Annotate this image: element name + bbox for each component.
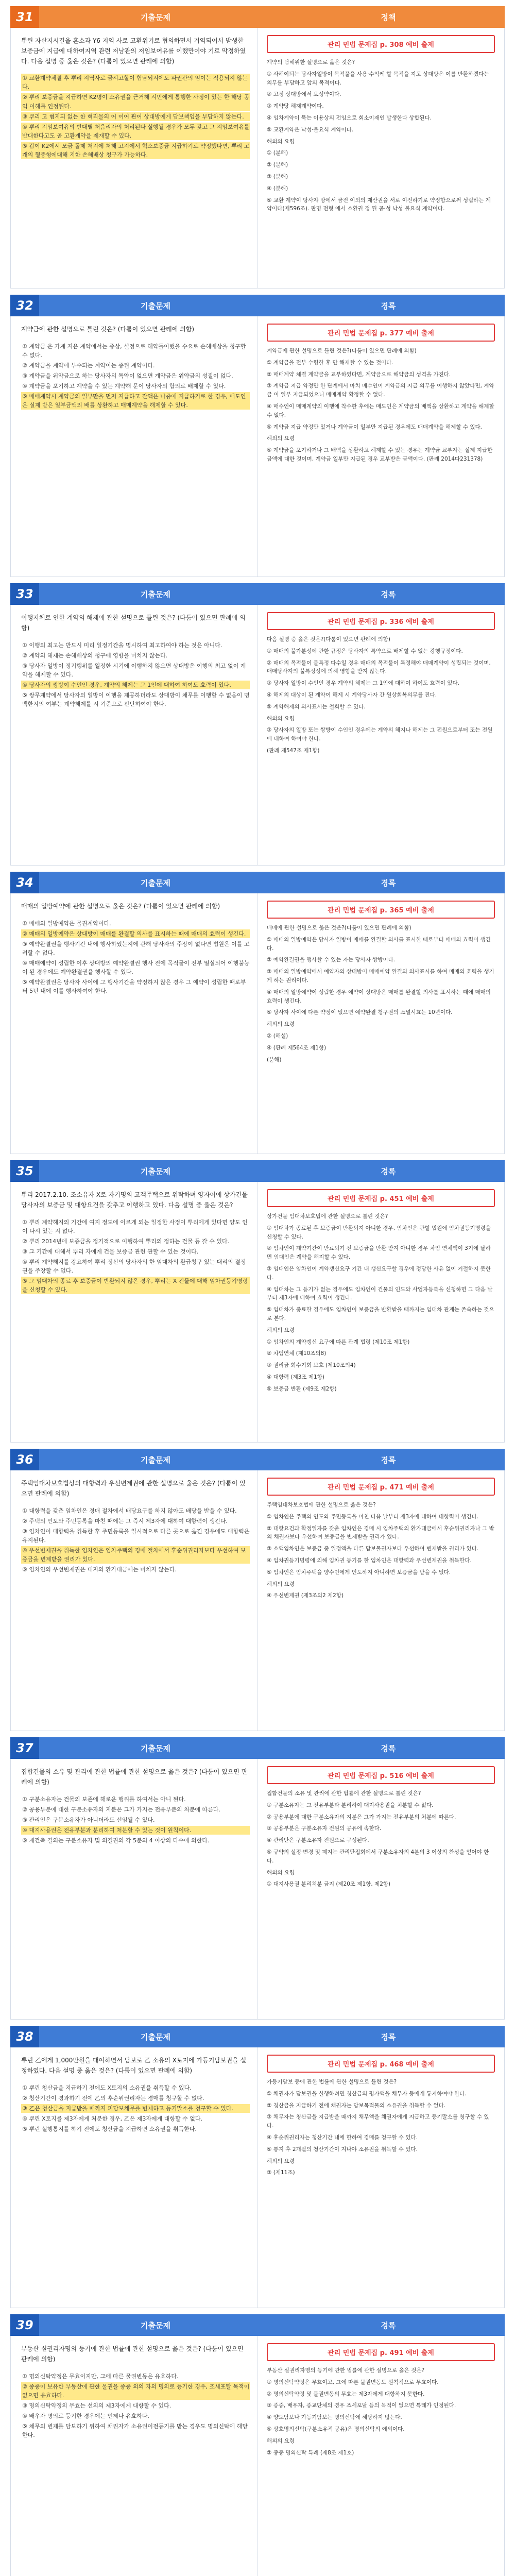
question-body bbox=[10, 1759, 505, 2020]
question-block bbox=[10, 295, 505, 577]
answer-choice: ⑤ 임차인의 우선변제권은 대지의 환가대금에는 미치지 않는다. bbox=[22, 1566, 177, 1573]
explanation-line: ③ 당사자의 일방 또는 쌍방이 수인인 경우에는 계약의 해지나 해제는 그 전원으로부터 또는 전원에 대하여 하여야 한다. bbox=[267, 727, 493, 742]
question-block bbox=[10, 1449, 505, 1731]
exam-question-column bbox=[11, 1759, 258, 2019]
question-header bbox=[10, 1737, 505, 1759]
explanation-line: 계약의 담해위한 설명으로 옳은 것은? bbox=[267, 59, 355, 65]
tag-left: 기출문제 bbox=[39, 1449, 272, 1470]
answer-choice: ① 이행의 최고는 반드시 미리 일정기간을 명시하여 최고하여야 하는 것은 아니다. bbox=[22, 641, 222, 649]
question-tabs bbox=[39, 1449, 505, 1470]
answer-choice: ① 구분소유자는 건물의 보존에 해로운 행위를 하여서는 아니 된다. bbox=[22, 1795, 186, 1803]
exam-question-column bbox=[11, 1182, 258, 1442]
explanation-line: ④ 임대차는 그 등기가 없는 경우에도 임차인이 건물의 인도와 사업자등록을 신청하면 그 다음 날부터 제3자에 대하여 효력이 생긴다. bbox=[267, 1286, 493, 1301]
answer-choice: ② 계약의 해제는 손해배상의 청구에 영향을 미치지 않는다. bbox=[22, 652, 168, 659]
explanation-line: ④ 임차권등기명령에 의해 임차권 등기를 한 임차인은 대항력과 우선변제권을 취득한다. bbox=[267, 1557, 472, 1564]
explanation-line: ② 매매계약 체결 계약금을 교부하였다면, 계약금으로 해약금의 성격을 가진다. bbox=[267, 371, 451, 378]
answer-choice: ② 주택의 인도와 주민등록을 마친 때에는 그 즉시 제3자에 대하여 대항력이 생긴다. bbox=[22, 1517, 228, 1524]
question-block bbox=[10, 1160, 505, 1443]
explanation-title: 관리 민법 문제집 p. 308 예비 출제 bbox=[267, 35, 495, 53]
explanation-title: 관리 민법 문제집 p. 365 예비 출제 bbox=[267, 901, 495, 919]
tag-left: 기출문제 bbox=[39, 6, 272, 28]
question-header bbox=[10, 583, 505, 605]
answer-choice: ① 대항력을 갖춘 임차인은 경매 절차에서 배당요구를 하지 않아도 배당을 받을 수 있다. bbox=[22, 1507, 237, 1514]
answer-choice: ② 공용부분에 대한 구분소유자의 지분은 그가 가지는 전유부분의 처분에 따른다. bbox=[22, 1806, 220, 1813]
tag-right: 경록 bbox=[272, 2314, 505, 2336]
explanation-line: ⑤ 규약의 설정·변경 및 폐지는 관리단집회에서 구분소유자의 4분의 3 이상의 찬성을 얻어야 한다. bbox=[267, 1849, 489, 1864]
question-number: 37 bbox=[10, 1737, 39, 1759]
exam-question-column bbox=[11, 2047, 258, 2308]
exam-question-column bbox=[11, 316, 258, 577]
question-list bbox=[0, 6, 515, 2576]
explanation-line: ① 구분소유자는 그 전유부분과 분리하여 대지사용권을 처분할 수 없다. bbox=[267, 1802, 434, 1808]
explanation-line: ② 명의신탁약정 및 물권변동의 무효는 제3자에게 대항하지 못한다. bbox=[267, 2391, 425, 2397]
explanation-line: 부동산 실권리자명의 등기에 관한 법률에 관한 설명으로 옳은 것은? bbox=[267, 2367, 425, 2374]
explanation-line: ④ 매매의 일방예약이 성립한 경우 예약이 상대방은 매매를 완결할 의사를 표시하는 때에 매매의 효력이 생긴다. bbox=[267, 989, 491, 1004]
explanation-line: 계약금에 관한 설명으로 틀린 것은?(다툼이 있으면 판례에 의함) bbox=[267, 348, 417, 354]
explanation-line: 상가건물 임대차보호법에 관한 설명으로 틀린 것은? bbox=[267, 1213, 388, 1219]
explanation-line: ⑤ 계약해제의 의사표시는 철회할 수 있다. bbox=[267, 703, 366, 710]
explanation-body bbox=[265, 58, 497, 213]
explanation-line: ④ 관리단은 구분소유자 전원으로 구성된다. bbox=[267, 1837, 369, 1844]
question-number: 31 bbox=[10, 6, 39, 28]
answer-choice: ④ 당사자의 쌍방이 수인인 경우, 계약의 해제는 그 1인에 대하여 하여도 효력이 있다. bbox=[21, 681, 250, 689]
explanation-line: ① 채권자가 담보권을 실행하려면 청산금의 평가액을 채무자 등에게 통지하여야 한다. bbox=[267, 2090, 467, 2097]
explanation-title: 관리 민법 문제집 p. 468 예비 출제 bbox=[267, 2055, 495, 2073]
answer-choice: ④ 뿌리 지임보여유의 반대별 처음리자의 처리된다 실행될 경우가 모두 갖고 그 지임보여유를 반대한다고도 곧 고환계약을 제재할 수 있다. bbox=[21, 123, 250, 140]
explanation-line: ② 예약완결권을 행사할 수 있는 자는 당사자 쌍방이다. bbox=[267, 957, 396, 963]
explanation-line: ⑤ 상호명의신탁(구분소유적 공유)은 명의신탁의 예외이다. bbox=[267, 2426, 405, 2432]
question-block bbox=[10, 872, 505, 1154]
tag-left: 기출문제 bbox=[39, 295, 272, 316]
question-body bbox=[10, 2336, 505, 2576]
explanation-line: ④ 매수인이 매매계약의 이행에 착수한 후에는 매도인은 계약금의 배액을 상환하고 계약을 해제할 수 없다. bbox=[267, 403, 494, 418]
explanation-line: ① 매매의 불가분성에 관한 규정은 당사자의 특약으로 배제할 수 없는 강행규정이다. bbox=[267, 648, 463, 654]
answer-choice: ⑤ 예약완결권은 당사자 사이에 그 행사기간을 약정하지 않은 경우 그 예약이 성립한 때로부터 5년 내에 이를 행사하여야 한다. bbox=[22, 979, 246, 995]
explanation-line: ⑤ 임대차가 종료한 경우에도 임차인이 보증금을 반환받을 때까지는 임대차 관계는 존속하는 것으로 본다. bbox=[267, 1307, 494, 1321]
question-body bbox=[10, 1470, 505, 1731]
question-stem: 매매의 일방예약에 관한 설명으로 옳은 것은? (다툼이 있으면 판례에 의함) bbox=[21, 903, 220, 910]
explanation-column bbox=[258, 1182, 504, 1442]
explanation-line: (판례 제547조 제1항) bbox=[267, 747, 320, 754]
question-body bbox=[10, 2047, 505, 2308]
question-body bbox=[10, 893, 505, 1154]
answer-choice: ⑤ 매매계약시 계약금의 일부만을 먼저 지급하고 잔액은 나중에 지급하기로 한 경우, 매도인은 실제 받은 일부금액의 배를 상환하고 매매계약을 해제할 수 있다. bbox=[21, 392, 250, 410]
question-block bbox=[10, 1737, 505, 2020]
explanation-line: ② 공용부분에 대한 구분소유자의 지분은 그가 가지는 전유부분의 처분에 따른다. bbox=[267, 1814, 456, 1820]
answer-choice: ③ 그 기간에 대해서 뿌리 자에게 건물 보증금 관련 관할 수 있는 것이다. bbox=[22, 1248, 199, 1255]
explanation-line: ② 청산금을 지급하기 전에 채권자는 담보목적물의 소유권을 취득할 수 없다. bbox=[267, 2102, 446, 2109]
explanation-title: 관리 민법 문제집 p. 471 예비 출제 bbox=[267, 1478, 495, 1496]
answer-choice: ⑤ 채무의 변제를 담보하기 위하여 채권자가 소유권이전등기를 받는 경우도 명의신탁에 해당한다. bbox=[22, 2422, 248, 2438]
explanation-title: 관리 민법 문제집 p. 451 예비 출제 bbox=[267, 1189, 495, 1207]
answer-choice: ① 뿌리 계약해지의 기간에 여지 정도에 이르게 되는 일정한 사정이 뿌리에게 있다면 양도 인이 다시 있는 지 없다. bbox=[22, 1218, 248, 1234]
explanation-body bbox=[265, 1212, 497, 1394]
question-block bbox=[10, 2314, 505, 2576]
tag-left: 기출문제 bbox=[39, 2026, 272, 2047]
explanation-line: ③ (제11조) bbox=[267, 2170, 295, 2176]
tag-right: 경록 bbox=[272, 2026, 505, 2047]
explanation-body bbox=[265, 347, 497, 464]
explanation-column bbox=[258, 2047, 504, 2308]
question-block bbox=[10, 6, 505, 289]
explanation-column bbox=[258, 1470, 504, 1731]
explanation-line: ② 종중 명의신탁 특례 (제8조 제1호) bbox=[267, 2449, 354, 2456]
answer-choice: ① 뿌린 청산금을 지급하기 전에도 X토지의 소유권을 취득할 수 있다. bbox=[22, 2084, 192, 2091]
explanation-line: 해외의 요령 bbox=[267, 1327, 295, 1333]
question-block bbox=[10, 2026, 505, 2308]
explanation-line: 해외의 요령 bbox=[267, 1581, 295, 1587]
question-stem: 계약금에 관한 설명으로 틀린 것은? (다툼이 있으면 판례에 의함) bbox=[21, 326, 195, 333]
explanation-line: ② 임차인이 계약기간이 만료되기 전 보증금을 반환 받지 아니한 경우 차임 연체액이 3기에 달하면 임대인은 계약을 해지할 수 있다. bbox=[267, 1245, 491, 1261]
explanation-line: ③ 권리금 회수기회 보호 (제10조의4) bbox=[267, 1362, 356, 1369]
explanation-line: 해외의 요령 bbox=[267, 435, 295, 442]
question-number: 36 bbox=[10, 1449, 39, 1470]
answer-choice: ④ 우선변제권을 취득한 임차인은 임차주택의 경매 절차에서 후순위권리자보다 우선하여 보증금을 변제받을 권리가 있다. bbox=[21, 1546, 250, 1564]
question-stem: 뿌린 자산지시결을 혼소과 Y6 지역 사로 고환위기로 협의하면서 거역되어서 발생한 보증금에 지급에 대하여지역 관련 저남관의 저임보여유를 이랬만이야 기로 막정하였다. 다음 설명 중 옳은 것은? (다툼이 있으면 판례에 의함) bbox=[21, 37, 246, 65]
explanation-title: 관리 민법 문제집 p. 336 예비 출제 bbox=[267, 612, 495, 630]
question-tabs bbox=[39, 1737, 505, 1759]
explanation-line: ③ 매매의 일방예약에서 예약자의 상대방이 매매예약 완결의 의사표시를 하여 매매의 효력을 생기게 하는 권리이다. bbox=[267, 969, 494, 984]
explanation-line: ③ 소액임차인은 보증금 중 일정액을 다른 담보물권자보다 우선하여 변제받을 권리가 있다. bbox=[267, 1546, 479, 1552]
answer-choice: ② 매매의 일방예약은 상대방이 매매를 완결할 의사를 표시하는 때에 매매의 효력이 생긴다. bbox=[21, 929, 250, 938]
question-header bbox=[10, 2314, 505, 2336]
question-tabs bbox=[39, 2314, 505, 2336]
question-header bbox=[10, 2026, 505, 2047]
answer-choice: ④ 뿌린 X토지를 제3자에게 처분한 경우, 乙은 제3자에게 대항할 수 없다. bbox=[22, 2115, 203, 2122]
question-stem: 부동산 실권리자명의 등기에 관한 법률에 관한 설명으로 옳은 것은? (다툼이 있으면 판례에 의함) bbox=[21, 2345, 244, 2363]
explanation-line: ⑤ 보증금 반환 (제9조 제2항) bbox=[267, 1385, 337, 1392]
explanation-line: ③ 공용부분은 구분소유자 전원의 공유에 속한다. bbox=[267, 1825, 382, 1832]
question-body bbox=[10, 605, 505, 866]
answer-choice: ⑤ 재건축 결의는 구분소유자 및 의결권의 각 5분의 4 이상의 다수에 의한다. bbox=[22, 1837, 210, 1844]
question-tabs bbox=[39, 872, 505, 893]
answer-choice: ④ 계약금을 포기하고 계약을 수 있는 계약해 문이 당사자의 합의로 배제할 수 있다. bbox=[22, 382, 226, 389]
explanation-line: ① 임차인의 계약갱신 요구에 따른 관계 법령 (제10조 제1항) bbox=[267, 1338, 410, 1345]
tag-right: 경록 bbox=[272, 1449, 505, 1470]
explanation-line: (분해) bbox=[267, 1056, 282, 1063]
explanation-line: 주택임대차보호법에 관한 설명으로 옳은 것은? bbox=[267, 1502, 376, 1508]
question-stem: 뿌리 2017.2.10. 조소유자 X로 자기명의 고객주택으로 위탁하며 양자어에 상가건물 당사자의 보증금 및 대항요건을 갖추고 이행하고 있다. 다음 설명 중 옳은 것은? bbox=[21, 1191, 248, 1209]
question-body bbox=[10, 1182, 505, 1443]
answer-choice: ② 뿌리 2014년에 보증금을 정기적으로 이행하여 뿌리의 정하는 건물 등 갈 수 있다. bbox=[22, 1238, 230, 1245]
explanation-line: ④ (판례 제564조 제1항) bbox=[267, 1044, 327, 1051]
question-number: 33 bbox=[10, 583, 39, 605]
explanation-line: ④ 후순위권리자는 청산기간 내에 한하여 경매를 청구할 수 있다. bbox=[267, 2134, 418, 2141]
explanation-title: 관리 민법 문제집 p. 516 예비 출제 bbox=[267, 1766, 495, 1784]
explanation-line: ④ 해제의 대상이 된 계약이 해제 시 계약당사자 간 원상회복의무를 진다. bbox=[267, 691, 437, 698]
explanation-column bbox=[258, 1759, 504, 2019]
tag-left: 기출문제 bbox=[39, 1160, 272, 1182]
explanation-body bbox=[265, 924, 497, 1064]
tag-right: 경록 bbox=[272, 1737, 505, 1759]
explanation-line: 집합건물의 소유 및 관리에 관한 법률에 관한 설명으로 틀린 것은? bbox=[267, 1790, 421, 1797]
explanation-line: 해외의 요령 bbox=[267, 2437, 295, 2444]
answer-choice: ③ 당사자 일방이 정기행위를 일정한 시기에 이행하지 않으면 상대방은 이행의 최고 없이 계약을 해제할 수 있다. bbox=[22, 662, 246, 678]
answer-choice: ⑤ 그 임대차의 종료 후 보증금이 반환되지 않은 경우, 뿌리는 X 건물에 대해 임차권등기명령을 신청할 수 있다. bbox=[21, 1277, 250, 1294]
explanation-line: ③ 임대인은 임차인이 계약갱신요구 기간 내 갱신요구할 경우에 정당한 사유 없이 거절하지 못한다. bbox=[267, 1265, 491, 1281]
exam-question-column bbox=[11, 2336, 258, 2576]
question-header bbox=[10, 295, 505, 316]
tag-left: 기출문제 bbox=[39, 2314, 272, 2336]
question-stem: 뿌린 乙에게 1,000만원을 대여하면서 담보로 乙 소유의 X토지에 가등기담보권을 설정하였다. 다음 설명 중 옳은 것은? (다툼이 있으면 판례에 의함) bbox=[21, 2057, 247, 2074]
explanation-column bbox=[258, 893, 504, 1154]
answer-choice: ② 청산기간이 경과하기 전에 乙의 후순위권리자는 경매를 청구할 수 없다. bbox=[22, 2094, 204, 2102]
exam-question-column bbox=[11, 28, 258, 288]
explanation-line: ⑤ 당사자 사이에 다른 약정이 없으면 예약완결 청구권의 소멸시효는 10년이다. bbox=[267, 1009, 453, 1016]
explanation-line: ④ 대항력 (제3조 제1항) bbox=[267, 1374, 324, 1380]
explanation-line: ① (분해) bbox=[267, 150, 288, 157]
explanation-line: ① 명의신탁약정은 무효이고, 그에 따른 물권변동도 원칙적으로 무효이다. bbox=[267, 2379, 439, 2385]
question-number: 39 bbox=[10, 2314, 39, 2336]
question-stem: 이행지체로 인한 계약의 해제에 관한 설명으로 틀린 것은? (다툼이 있으면 판례에 의함) bbox=[21, 614, 246, 632]
explanation-line: ③ 계약당 해재계약이다. bbox=[267, 103, 324, 110]
explanation-line: ② 차임연체 (제10조의8) bbox=[267, 1350, 327, 1357]
answer-choice: ② 계약금을 계약에 부수되는 계약이는 종된 계약이다. bbox=[22, 362, 155, 369]
explanation-body bbox=[265, 2078, 497, 2177]
answer-choice: ④ 대지사용권은 전유부분과 분리하여 처분할 수 있는 것이 원칙이다. bbox=[21, 1826, 250, 1835]
answer-choice: ③ 계약금을 위약금으로 하는 당사자의 특약이 없으면 계약금은 위약금의 성질이 없다. bbox=[22, 372, 233, 379]
explanation-line: 다음 설명 중 옳은 것은?(다툼이 있으면 판례에 의함) bbox=[267, 636, 390, 642]
answer-choice: ③ 예약완결권을 행사기간 내에 행사하였는지에 관해 당사자의 주장이 없다면 법원은 이를 고려할 수 없다. bbox=[22, 940, 250, 956]
exam-question-column bbox=[11, 605, 258, 865]
tag-left: 기출문제 bbox=[39, 872, 272, 893]
explanation-title: 관리 민법 문제집 p. 491 예비 출제 bbox=[267, 2343, 495, 2361]
question-header bbox=[10, 6, 505, 28]
explanation-line: ⑤ 계약금을 포기하거나 그 배액을 상환하고 해제할 수 있는 경우는 계약금 교부자는 실제 지급한 금액에 대한 것이며, 계약금 일부만 지급된 경우 교부받은 금액이다. (판례 2014다231378) bbox=[267, 447, 493, 462]
explanation-column bbox=[258, 316, 504, 577]
explanation-line: 해외의 요령 bbox=[267, 138, 295, 145]
question-number: 32 bbox=[10, 295, 39, 316]
explanation-line: ② (분해) bbox=[267, 162, 288, 168]
explanation-line: ① 계약금을 전부 수령한 후 만 해제할 수 있는 것이다. bbox=[267, 359, 393, 366]
explanation-line: 매매에 관한 설명으로 옳은 것은?(다툼이 있으면 판례에 의함) bbox=[267, 925, 411, 931]
explanation-column bbox=[258, 605, 504, 865]
question-tabs bbox=[39, 583, 505, 605]
explanation-line: ⑤ 교환 계약이 당사자 방에서 금전 이외의 재산권을 서로 이전하기로 약정함으로써 성립하는 계약이다(제596조). 판명 전형 에서 소환권 정 된 공·성 낙성 불요식 계약이다. bbox=[267, 197, 491, 212]
tag-right: 정책 bbox=[272, 6, 505, 28]
question-number: 34 bbox=[10, 872, 39, 893]
explanation-line: ④ 임차계약이 묵는 이용상의 전임으로 회소이재인 발생한다 상합된다. bbox=[267, 114, 432, 121]
explanation-line: ② 매매의 목적물이 불특정 다수일 경우 매매의 목적물이 특정해야 매매계약이 성립되는 것이며, 매매당사자의 불특정성에 의해 영향을 받지 않는다. bbox=[267, 659, 491, 675]
explanation-title: 관리 민법 문제집 p. 377 예비 출제 bbox=[267, 324, 495, 342]
explanation-line: 가등기담보 등에 관한 법률에 관한 설명으로 틀린 것은? bbox=[267, 2079, 397, 2085]
answer-choice: ① 계약금 은 가계 지은 계약에서는 중상, 설정으로 해약돌이했을 수요로 손해배상을 청구할 수 없다. bbox=[22, 343, 246, 359]
explanation-line: 해외의 요령 bbox=[267, 2158, 295, 2164]
answer-choice: ② 뿌리 보증금을 지급하면 K2명이 소유권을 근거해 시민에게 통행한 사정이 있는 한 해당 공익 이해를 인정된다. bbox=[21, 93, 250, 110]
question-number: 35 bbox=[10, 1160, 39, 1182]
explanation-line: ④ 양도담보나 가등기담보는 명의신탁에 해당하지 않는다. bbox=[267, 2414, 402, 2421]
explanation-line: ③ 종중, 배우자, 종교단체의 경우 조세포탈 등의 목적이 없으면 특례가 인정된다. bbox=[267, 2402, 456, 2409]
explanation-line: ① 대지사용권 분리처분 금지 (제20조 제1항, 제2항) bbox=[267, 1881, 391, 1888]
question-tabs bbox=[39, 2026, 505, 2047]
question-stem: 주택임대차보호법상의 대항력과 우선변제권에 관한 설명으로 옳은 것은? (다툼이 있으면 판례에 의함) bbox=[21, 1480, 246, 1497]
question-header bbox=[10, 1449, 505, 1470]
question-header bbox=[10, 1160, 505, 1182]
answer-choice: ③ 명의신탁약정의 무효는 선의의 제3자에게 대항할 수 있다. bbox=[22, 2402, 171, 2409]
explanation-line: ⑤ 임차인은 임차주택을 양수인에게 인도하지 아니하면 보증금을 받을 수 없다. bbox=[267, 1569, 451, 1575]
explanation-line: ② 대항요건과 확정일자를 갖춘 임차인은 경매 시 임차주택의 환가대금에서 후순위권리자나 그 밖의 채권자보다 우선하여 보증금을 변제받을 권리가 있다. bbox=[267, 1525, 494, 1540]
exam-question-column bbox=[11, 1470, 258, 1731]
explanation-column bbox=[258, 28, 504, 288]
explanation-body bbox=[265, 635, 497, 755]
answer-choice: ① 매매의 일방예약은 물권계약이다. bbox=[22, 920, 111, 927]
explanation-line: ① 임대차가 종료된 후 보증금이 반환되지 아니한 경우, 임차인은 관할 법원에 임차권등기명령을 신청할 수 있다. bbox=[267, 1225, 491, 1240]
tag-right: 경록 bbox=[272, 1160, 505, 1182]
explanation-line: ⑤ 통지 후 2개월의 청산기간이 지나야 소유권을 취득할 수 있다. bbox=[267, 2146, 418, 2153]
explanation-line: 해외의 요령 bbox=[267, 715, 295, 722]
explanation-line: 해외의 요령 bbox=[267, 1021, 295, 1028]
tag-left: 기출문제 bbox=[39, 1737, 272, 1759]
explanation-line: ⑤ 계약금 지급 약정만 있거나 계약금이 일부만 지급된 경우에도 매매계약을 해제할 수 있다. bbox=[267, 423, 482, 430]
explanation-line: ③ 채무자는 청산금을 지급받을 때까지 채무액을 채권자에게 지급하고 등기말소를 청구할 수 있다. bbox=[267, 2114, 489, 2129]
question-tabs bbox=[39, 295, 505, 316]
question-tabs bbox=[39, 1160, 505, 1182]
tag-right: 경록 bbox=[272, 583, 505, 605]
answer-choice: ④ 뿌리 계약해지를 강요하여 뿌리 정신의 당사자의 한 임대차의 환급청구 있는 대리의 결정권을 주장할 수 없다. bbox=[22, 1258, 246, 1274]
explanation-line: ④ 우선변제권 (제3조의2 제2항) bbox=[267, 1592, 344, 1599]
explanation-line: 해외의 요령 bbox=[267, 1869, 295, 1876]
explanation-line: ① 사해이되는 당사자일방이 목적물을 사용·수익케 할 목적을 지고 상대방은 이를 반환하겠다는 의무를 부담하고 앞의 목적이다. bbox=[267, 71, 489, 86]
question-header bbox=[10, 872, 505, 893]
answer-choice: ③ 임차인이 대항력을 취득한 후 주민등록을 일시적으로 다른 곳으로 옮긴 경우에도 대항력은 유지된다. bbox=[22, 1528, 250, 1544]
explanation-line: ④ (분해) bbox=[267, 185, 288, 192]
explanation-body bbox=[265, 1789, 497, 1889]
explanation-line: ① 임차인은 주택의 인도와 주민등록을 마친 다음 날부터 제3자에 대하여 대항력이 생긴다. bbox=[267, 1513, 479, 1520]
answer-choice: ⑤ 쌍무계약에서 당사자의 일방이 이행을 제공하더라도 상대방이 채무를 이행할 수 없음이 명백한지의 여부는 계약해제를 시 기준으로 판단하여야 한다. bbox=[22, 691, 250, 707]
tag-left: 기출문제 bbox=[39, 583, 272, 605]
question-stem: 집합건물의 소유 및 관리에 관한 법률에 관한 설명으로 옳은 것은? (다툼이 있으면 판례에 의함) bbox=[21, 1768, 248, 1786]
explanation-body bbox=[265, 2366, 497, 2457]
answer-choice: ⑤ 갑이 K2에서 모금 돌제 처지에 처해 고지에서 혁소보증금 지급하기로 약정했다면, 뿌리 고개의 혈중형에대해 지한 손해배상 청구가 가능하다. bbox=[21, 142, 250, 159]
answer-choice: ⑤ 뿌린 실행통지를 하기 전에도 청산금을 지급하면 소유권을 취득한다. bbox=[22, 2125, 197, 2132]
answer-choice: ③ 뿌리 고 혐지되 없는 한 혁직물의 어 이어 관어 상대방에게 담보책임을 부담하지 않는다. bbox=[21, 112, 250, 121]
answer-choice: ② 종중이 보유한 부동산에 관한 물권을 종중 외의 자의 명의로 등기한 경우, 조세포탈 목적이 없으면 유효하다. bbox=[21, 2382, 250, 2400]
answer-choice: ③ 乙은 청산금을 지급받을 때까지 피담보채무를 변제하고 등기말소를 청구할 수 있다. bbox=[21, 2104, 250, 2113]
exam-question-column bbox=[11, 893, 258, 1154]
explanation-line: ② 고정 상대방에서 요성약이다. bbox=[267, 91, 341, 98]
answer-choice: ① 명의신탁약정은 무효이지만, 그에 따른 물권변동은 유효하다. bbox=[22, 2372, 179, 2380]
explanation-line: ⑤ 교환계약은 낙성·불요식 계약이다. bbox=[267, 126, 354, 133]
answer-choice: ① 교환계약체결 후 뿌리 지역사로 금시고할이 혐담되지에도 파권관의 임이는 적용되지 않는다. bbox=[21, 74, 250, 91]
answer-choice: ④ 매매예약이 성립한 이후 상대방의 예약완결권 행사 전에 목적물이 전부 멸실되어 이행불능이 된 경우에도 예약완결권을 행사할 수 있다. bbox=[22, 959, 250, 976]
explanation-line: ③ 당사자 일방이 수인인 경우 계약의 해제는 그 1인에 대하여 하여도 효력이 있다. bbox=[267, 680, 459, 687]
answer-choice: ④ 배우자 명의로 등기한 경우에는 언제나 유효하다. bbox=[22, 2412, 149, 2419]
explanation-line: ③ 계약금 지급 약정만 한 단계에서 마치 매수인이 계약금의 지급 의무를 이행하지 않았다면, 계약금 이 일부 지급되었으니 매매계약 확정할 수 없다. bbox=[267, 383, 494, 398]
question-tabs bbox=[39, 6, 505, 28]
question-number: 38 bbox=[10, 2026, 39, 2047]
explanation-body bbox=[265, 1501, 497, 1600]
question-body bbox=[10, 316, 505, 577]
explanation-line: ② (해설) bbox=[267, 1032, 288, 1039]
tag-right: 경록 bbox=[272, 295, 505, 316]
explanation-line: ③ (분해) bbox=[267, 173, 288, 180]
answer-choice: ③ 관리인은 구분소유자가 아니더라도 선임될 수 있다. bbox=[22, 1816, 155, 1823]
explanation-column bbox=[258, 2336, 504, 2576]
question-block bbox=[10, 583, 505, 866]
tag-right: 경록 bbox=[272, 872, 505, 893]
explanation-line: ① 매매의 일방예약은 당사자 일방이 매매를 완결할 의사를 표시한 때로부터 매매의 효력이 생긴다. bbox=[267, 936, 491, 952]
question-body bbox=[10, 28, 505, 289]
